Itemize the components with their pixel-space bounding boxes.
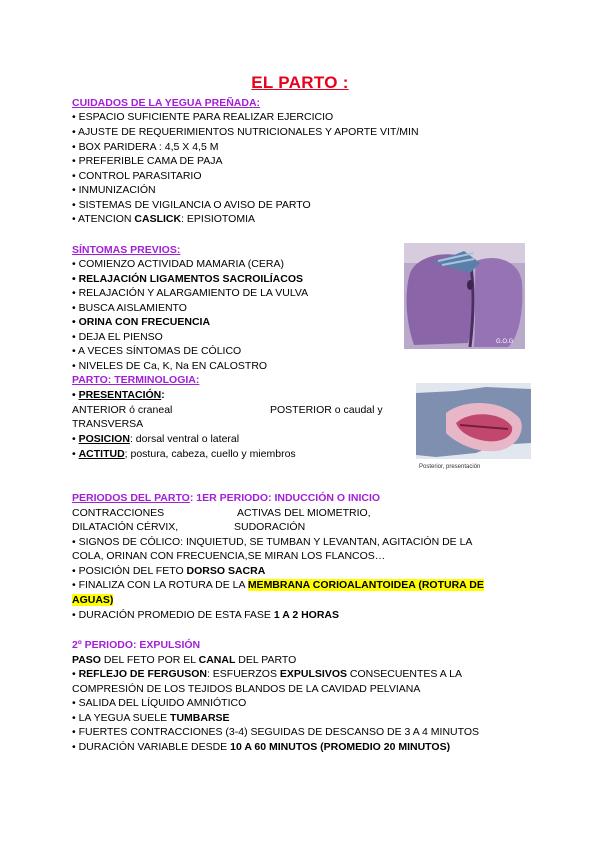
text-span: • FINALIZA CON LA ROTURA DE LA	[72, 579, 248, 591]
list-item: • BOX PARIDERA : 4,5 X 4,5 M	[72, 141, 219, 153]
text-span-bold: TUMBARSE	[170, 712, 230, 724]
list-item: • RELAJACIÓN LIGAMENTOS SACROILÍACOS	[72, 273, 303, 285]
section-header-cuidados: CUIDADOS DE LA YEGUA PREÑADA:	[72, 97, 261, 109]
section-header-terminologia: PARTO: TERMINOLOGIA:	[72, 374, 200, 386]
mare-vulva-photo	[404, 243, 525, 349]
list-item	[72, 212, 255, 226]
section-header-periodo2: 2º PERIODO: EXPULSIÓN	[72, 639, 201, 651]
term-label: ACTITUD	[78, 448, 125, 460]
text-span-bold: EXPULSIVOS	[279, 668, 347, 680]
text-span-bold: 10 A 60 MINUTOS (PROMEDIO 20 MINUTOS)	[230, 741, 451, 753]
list-item: • NIVELES DE Ca, K, Na EN CALOSTRO	[72, 360, 268, 372]
text-span: • POSICIÓN DEL FETO	[72, 565, 187, 577]
text-span: • ATENCION	[72, 213, 135, 225]
list-item: • SIGNOS DE CÓLICO: INQUIETUD, SE TUMBAN Y LEVANTAN, AGITACIÓN DE LA	[72, 536, 473, 548]
list-item: • INMUNIZACIÓN	[72, 184, 156, 196]
list-item: • DEJA EL PIENSO	[72, 331, 163, 343]
text-span-bold: PASO	[72, 654, 101, 666]
page-title: EL PARTO :	[251, 73, 349, 92]
text-span: : EPISIOTOMIA	[181, 213, 255, 225]
list-item	[72, 608, 339, 622]
list-item: • FUERTES CONTRACCIONES (3-4) SEGUIDAS DE DESCANSO DE 3 A 4 MINUTOS	[72, 726, 480, 738]
list-item: • BUSCA AISLAMIENTO	[72, 302, 187, 314]
text-line: DILATACIÓN CÉRVIX,	[72, 521, 179, 533]
text-span: • DURACIÓN VARIABLE DESDE	[72, 741, 231, 753]
section-header-sintomas: SÍNTOMAS PREVIOS:	[72, 244, 181, 256]
text-line: SUDORACIÓN	[234, 521, 306, 533]
list-item	[72, 667, 462, 681]
right-buttock	[474, 258, 522, 347]
text-line: COMPRESIÓN DE LOS TEJIDOS BLANDOS DE LA CAVIDAD PELVIANA	[72, 683, 421, 695]
text-span: •	[72, 668, 79, 680]
term-label: POSICION	[78, 433, 130, 445]
text-line: COLA, ORINAN CON FRECUENCIA,SE MIRAN LOS FLANCOS…	[72, 550, 386, 562]
text-span: : dorsal ventral o lateral	[129, 433, 240, 445]
list-item	[72, 578, 484, 592]
anus-mark	[467, 280, 473, 290]
list-item: • COMIENZO ACTIVIDAD MAMARIA (CERA)	[72, 258, 284, 270]
list-item: • SISTEMAS DE VIGILANCIA O AVISO DE PARTO	[72, 199, 311, 211]
text-span-bold: CASLICK	[134, 213, 182, 225]
header-part: PERIODOS DEL PARTO	[72, 492, 190, 504]
text-span: DEL PARTO	[235, 654, 297, 666]
text-span: • LA YEGUA SUELE	[72, 712, 171, 724]
text-line: TRANSVERSA	[72, 418, 144, 430]
header-part: : 1ER PERIODO: INDUCCIÓN O INICIO	[189, 492, 381, 504]
list-item	[72, 564, 265, 578]
highlighted-text: AGUAS)	[72, 594, 114, 606]
text-line	[72, 653, 296, 667]
fetal-presentation-photo	[416, 383, 531, 472]
text-span-bold: CANAL	[198, 654, 236, 666]
text-line	[72, 593, 113, 607]
mare-vulva-illustration	[404, 243, 525, 349]
text-span-bold: REFLEJO DE FERGUSON	[78, 668, 207, 680]
list-item: • A VECES SÍNTOMAS DE CÓLICO	[72, 345, 242, 357]
list-item: • ORINA CON FRECUENCIA	[72, 316, 211, 328]
list-item: • PREFERIBLE CAMA DE PAJA	[72, 155, 223, 167]
text-span: :	[161, 389, 165, 401]
highlighted-text: MEMBRANA CORIOALANTOIDEA (ROTURA DE	[247, 579, 484, 591]
text-span: DEL FETO POR EL	[100, 654, 199, 666]
text-span-bold: 1 A 2 HORAS	[273, 609, 340, 621]
text-line: ANTERIOR ó craneal	[72, 404, 173, 416]
list-item: • ACTITUD; postura, cabeza, cuello y miembros	[72, 448, 296, 460]
term-label: PRESENTACIÓN	[78, 389, 162, 401]
list-item: • POSICION: dorsal ventral o lateral	[72, 433, 240, 445]
list-item: • AJUSTE DE REQUERIMIENTOS NUTRICIONALES Y APORTE VIT/MIN	[72, 126, 419, 138]
bullet: •	[72, 389, 79, 401]
photo-caption: Posterior, presentación	[419, 464, 481, 470]
list-item: • CONTROL PARASITARIO	[72, 170, 202, 182]
list-item: • RELAJACIÓN Y ALARGAMIENTO DE LA VULVA	[72, 287, 309, 299]
text-line: ACTIVAS DEL MIOMETRIO,	[237, 507, 371, 519]
list-item: • ESPACIO SUFICIENTE PARA REALIZAR EJERCICIO	[72, 111, 334, 123]
text-span-bold: DORSO SACRA	[186, 565, 266, 577]
list-item	[72, 711, 230, 725]
text-span: : ESFUERZOS	[206, 668, 280, 680]
list-item	[72, 388, 165, 402]
text-line: CONTRACCIONES	[72, 507, 165, 519]
text-span: CONSECUENTES A LA	[347, 668, 462, 680]
photo-caption: G.O.G	[496, 339, 514, 345]
fetal-presentation-illustration	[416, 383, 531, 472]
text-span: ; postura, cabeza, cuello y miembros	[124, 448, 296, 460]
list-item	[72, 740, 450, 754]
section-header-periodo1	[72, 491, 380, 505]
list-item: • SALIDA DEL LÍQUIDO AMNIÓTICO	[72, 697, 247, 709]
text-span: • DURACIÓN PROMEDIO DE ESTA FASE	[72, 609, 274, 621]
text-line: POSTERIOR o caudal y	[270, 404, 383, 416]
